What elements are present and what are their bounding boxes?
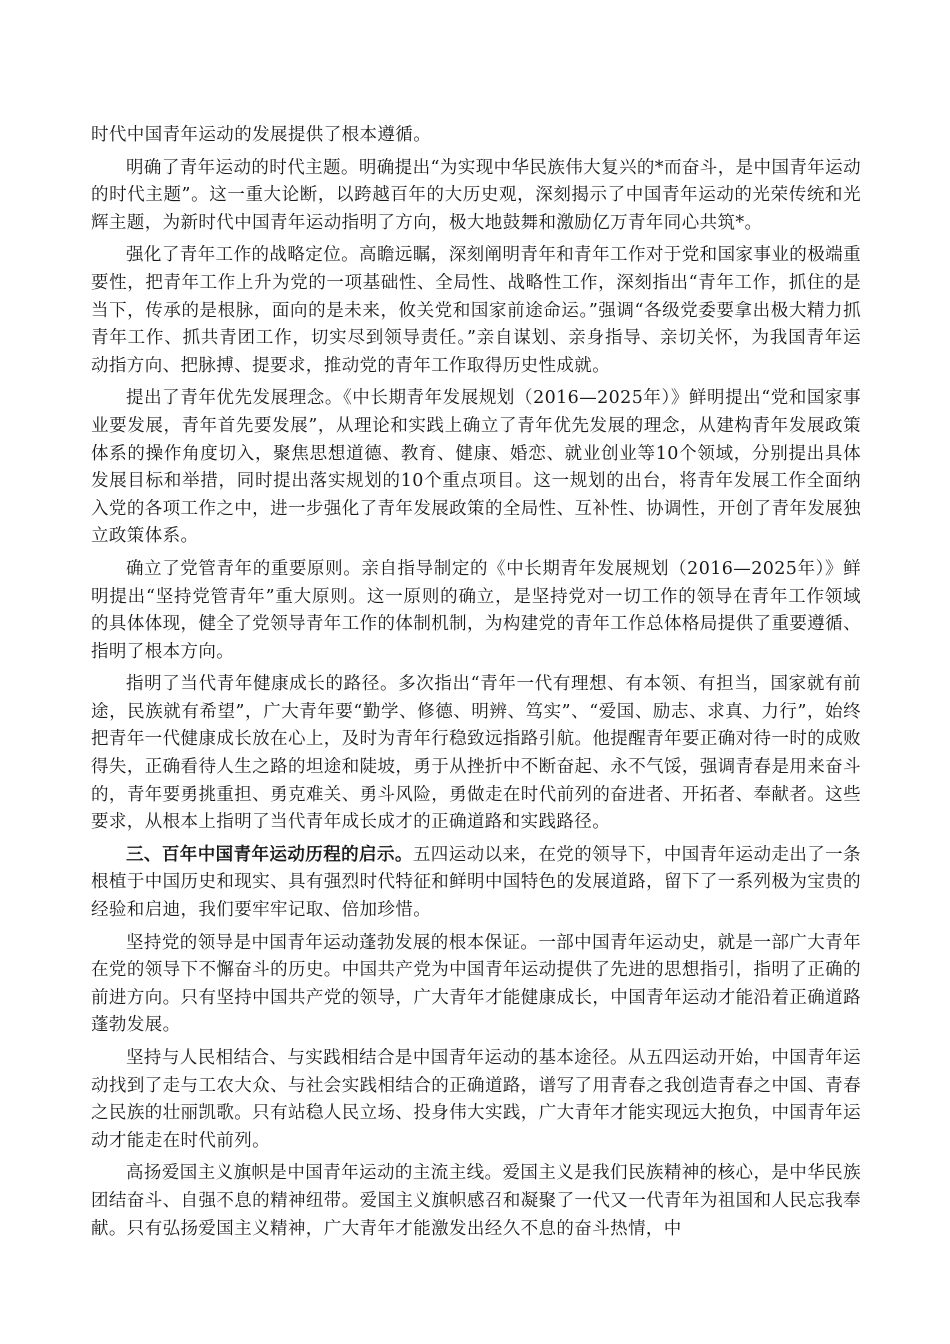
- paragraph-text: 坚持与人民相结合、与实践相结合是中国青年运动的基本途径。从五四运动开始，中国青年运动找到了走与工农大众、与社会实践相结合的正确道路，谱写了用青春之我创造青春之中国、青春之民族的壮丽凯歌。只有站稳人民立场、投身伟大实践，广大青年才能实现远大抱负，中国青年运动才能走在时代前列。: [91, 1048, 861, 1151]
- paragraph-text: 指明了当代青年健康成长的路径。多次指出“青年一代有理想、有本领、有担当，国家就有前途，民族就有希望”，广大青年要“勤学、修德、明辨、笃实”、“爱国、励志、求真、力行”，始终把青年一代健康成长放在心上，及时为青年行稳致远指路引航。他提醒青年要正确对待一时的成败得失，正确看待人生之路的坦途和陡坡，勇于从挫折中不断奋起、永不气馁，强调青春是用来奋斗的，青年要勇挑重担、勇克难关、勇斗风险，勇做走在时代前列的奋进者、开拓者、奉献者。这些要求，从根本上指明了当代青年成长成才的正确道路和实践路径。: [91, 674, 861, 833]
- paragraph-text: 强化了青年工作的战略定位。高瞻远瞩，深刻阐明青年和青年工作对于党和国家事业的极端重要性，把青年工作上升为党的一项基础性、全局性、战略性工作，深刻指出“青年工作，抓住的是当下，传承的是根脉，面向的是未来，攸关党和国家前途命运。”强调“各级党委要拿出极大精力抓青年工作、抓共青团工作，切实尽到领导责任。”亲自谋划、亲身指导、亲切关怀，为我国青年运动指方向、把脉搏、提要求，推动党的青年工作取得历史性成就。: [91, 245, 861, 376]
- paragraph-text: 坚持党的领导是中国青年运动蓬勃发展的根本保证。一部中国青年运动史，就是一部广大青年在党的领导下不懈奋斗的历史。中国共产党为中国青年运动提供了先进的思想指引，指明了正确的前进方向。只有坚持中国共产党的领导，广大青年才能健康成长，中国青年运动才能沿着正确道路蓬勃发展。: [91, 932, 861, 1036]
- paragraph-people-and-practice: [91, 1045, 861, 1155]
- paragraph-text: 五四运动以来，在党的领导下，中国青年运动走出了一条根植于中国历史和现实、具有强烈时代特征和鲜明中国特色的发展道路，留下了一系列极为宝贵的经验和启迪，我们要牢牢记取、倍加珍惜。: [91, 844, 861, 921]
- paragraph-youth-priority-development: [91, 385, 861, 551]
- paragraph-continuation: [91, 122, 861, 150]
- paragraph-text: 时代中国青年运动的发展提供了根本遵循。: [91, 125, 432, 145]
- paragraph-text: 提出了青年优先发展理念。《中长期青年发展规划（2016—2025年）》鲜明提出“党和国家事业要发展，青年首先要发展”，从理论和实践上确立了青年优先发展的理念，从建构青年发展政策体系的操作角度切入，聚焦思想道德、教育、健康、婚恋、就业创业等10个领域，分别提出具体发展目标和举措，同时提出落实规划的10个重点项目。这一规划的出台，将青年发展工作全面纳入党的各项工作之中，进一步强化了青年发展政策的全局性、互补性、协调性，开创了青年发展独立政策体系。: [91, 388, 861, 547]
- paragraph-text: 高扬爱国主义旗帜是中国青年运动的主流主线。爱国主义是我们民族精神的核心，是中华民族团结奋斗、自强不息的精神纽带。爱国主义旗帜感召和凝聚了一代又一代青年为祖国和人民忘我奉献。只有弘扬爱国主义精神，广大青年才能激发出经久不息的奋斗热情，中: [91, 1163, 861, 1239]
- paragraph-patriotism: [91, 1160, 861, 1243]
- section-heading: 三、百年中国青年运动历程的启示。: [126, 844, 413, 865]
- paragraph-youth-growth-path: [91, 671, 861, 837]
- paragraph-text: 确立了党管青年的重要原则。亲自指导制定的《中长期青年发展规划（2016—2025年）》鲜明提出“坚持党管青年”重大原则。这一原则的确立，是坚持党对一切工作的领导在青年工作领域的具体体现，健全了党领导青年工作的体制机制，为构建党的青年工作总体格局提供了重要遵循、指明了根本方向。: [91, 558, 861, 662]
- paragraph-strategic-positioning: [91, 242, 861, 380]
- paragraph-section-three: [91, 842, 861, 925]
- paragraph-text: 明确了青年运动的时代主题。明确提出“为实现中华民族伟大复兴的*而奋斗，是中国青年运动的时代主题”。这一重大论断，以跨越百年的大历史观，深刻揭示了中国青年运动的光荣传统和光辉主题，为新时代中国青年运动指明了方向，极大地鼓舞和激励亿万青年同心共筑*。: [91, 157, 861, 233]
- document-page: [91, 122, 861, 1248]
- paragraph-youth-movement-theme: [91, 155, 861, 238]
- paragraph-party-leadership: [91, 930, 861, 1040]
- paragraph-party-manages-youth: [91, 556, 861, 666]
